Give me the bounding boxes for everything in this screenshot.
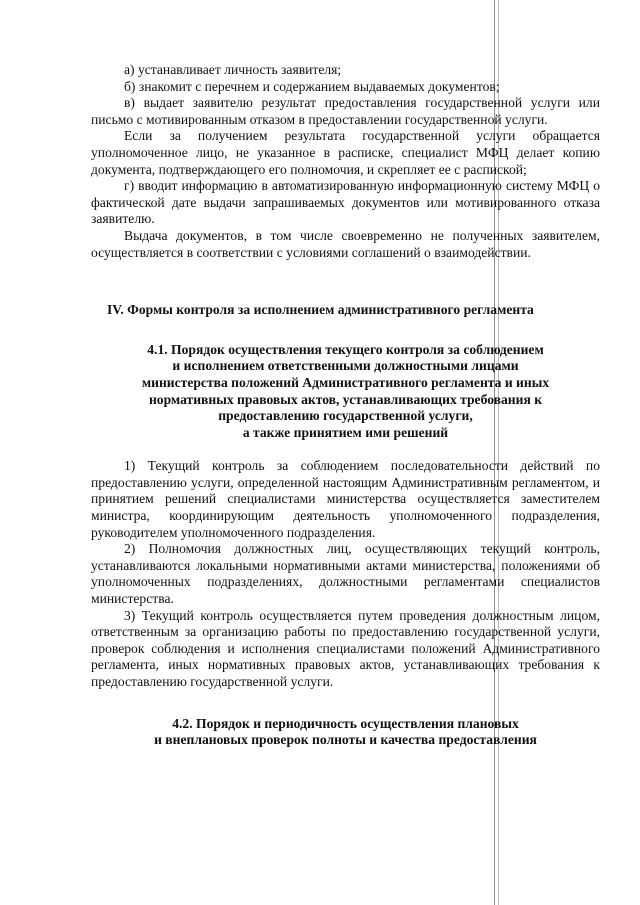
document-text <box>91 62 600 749</box>
heading-line: 4.2. Порядок и периодичность осуществления плановых <box>172 715 519 731</box>
paragraph: 3) Текущий контроль осуществляется путем проведения должностным лицом, ответственным за организацию работы по предоставлению государственной услуги, проверок соблюдения и исполнения специалистами положений Административного регламента, иных нормативных правовых актов, устанавливающих требования к предоставлению государственной услуги. <box>91 607 600 689</box>
heading-line: 4.1. Порядок осуществления текущего контроля за соблюдением <box>147 341 544 357</box>
paragraph: 2) Полномочия должностных лиц, осуществляющих текущий контроль, устанавливаются локальными нормативными актами министерства, положениями об уполномоченных подразделениях, должностными регламентами специалистов министерства. <box>91 541 600 607</box>
section-title: IV. Формы контроля за исполнением административного регламента <box>107 302 534 318</box>
list-item: а) устанавливает личность заявителя; <box>124 62 342 77</box>
heading-line: и исполнением ответственными должностными лицами <box>172 358 519 374</box>
heading-line: министерства положений Административного регламента и иных <box>141 374 550 390</box>
list-item: б) знакомит с перечнем и содержанием выдаваемых документов; <box>124 78 500 94</box>
paragraph: 1) Текущий контроль за соблюдением последовательности действий по предоставлению услуги, определенной настоящим Административным регламентом, и принятием решений специалистами министерства осуществляется заместителем министра, координирующим деятельность уполномоченного подразделения, руководителем уполномоченного подразделения. <box>91 458 600 540</box>
paragraph-issue: Выдача документов, в том числе своевременно не полученных заявителем, осуществляется в соответствии с условиями соглашений о взаимодействии. <box>91 227 600 260</box>
heading-line: предоставлению государственной услуги, <box>218 408 473 424</box>
subsection-title-4-2 <box>91 716 600 749</box>
list-item: г) вводит информацию в автоматизированную информационную систему МФЦ о фактической дате выдачи запрашиваемых документов или мотивированного отказа заявителю. <box>91 178 600 227</box>
list-item: в) выдает заявителю результат предоставления государственной услуги или письмо с мотивированным отказом в предоставлении государственной услуги. <box>91 95 600 127</box>
heading-line: а также принятием ими решений <box>242 424 449 440</box>
subsection-title-4-1 <box>91 342 600 442</box>
heading-line: и внеплановых проверок полноты и качества предоставления <box>154 732 537 748</box>
heading-line: нормативных правовых актов, устанавливающих требования к <box>148 391 543 407</box>
paragraph-proxy: Если за получением результата государственной услуги обращается уполномоченное лицо, не указанное в расписке, специалист МФЦ делает копию документа, подтверждающего его полномочия, и скрепляет ее с распиской; <box>91 128 600 177</box>
